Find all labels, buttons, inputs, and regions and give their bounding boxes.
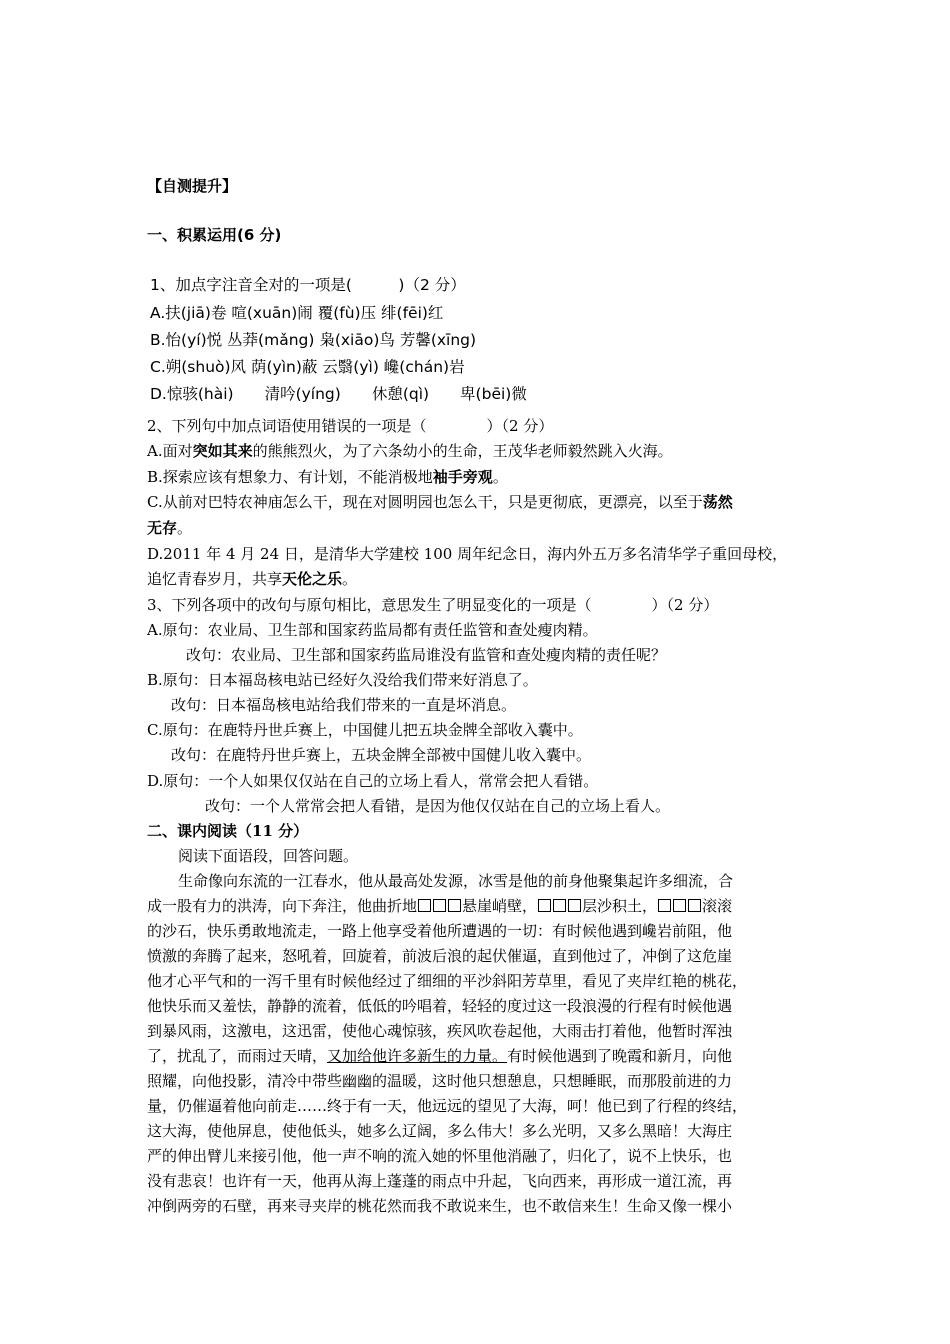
passage-line: 到暴风雨，这激电，这迅雷，使他心魂惊骇，疾风吹卷起他，大雨击打着他，他暂时浑浊: [147, 1022, 733, 1040]
passage-line: 生命像向东流的一江春水，他从最高处发源，冰雪是他的前身他聚集起许多细流，合: [178, 872, 734, 890]
q1-option-a: A.扶(jiā)卷 喧(xuān)闹 覆(fù)压 绯(fēi)红: [150, 304, 444, 322]
q3-d-revised: 改句：一个人常常会把人看错，是因为他仅仅站在自己的立场上看人。: [205, 797, 671, 815]
dotted-phrase: 荡然: [702, 493, 733, 511]
q3-c-original: C.原句：在鹿特丹世乒赛上，中国健儿把五块金牌全部收入囊中。: [147, 721, 583, 739]
passage-line: 严的伸出臂儿来接引他，他一声不响的流入她的怀里他消融了，归化了，说不上快乐，也: [147, 1147, 733, 1165]
q1-option-d: D.惊骇(hài) 清吟(yíng) 休憩(qì) 卑(bēi)微: [150, 385, 527, 403]
q2-option-d: D.2011 年 4 月 24 日，是清华大学建校 100 周年纪念日，海内外五万多名清华学子重回母校，: [147, 545, 788, 563]
passage-line: 成一股有力的洪涛，向下奔注，他曲折地 悬崖峭壁， 层沙积土， 滚滚: [147, 897, 733, 915]
passage-line: 愤激的奔腾了起来，怒吼着，回旋着，前波后浪的起伏催逼，直到他过了，冲倒了这危崖: [147, 947, 733, 965]
q3-c-revised: 改句：在鹿特丹世乒赛上，五块金牌全部被中国健儿收入囊中。: [171, 746, 592, 764]
q2-option-c-cont: 无存。: [147, 519, 193, 537]
blank-box: [657, 897, 702, 915]
q1-option-c: C.朔(shuò)风 荫(yìn)蔽 云翳(yì) 巉(chán)岩: [150, 358, 465, 376]
passage-line: 照耀，向他投影，清冷中带些幽幽的温暖，这时他只想憩息，只想睡眠，而那股前进的力: [147, 1072, 733, 1090]
passage-line: 他快乐而又羞怯，静静的流着，低低的吟唱着，轻轻的度过这一段浪漫的行程有时候他遇: [147, 997, 733, 1015]
q3-a-revised: 改句：农业局、卫生部和国家药监局谁没有监管和查处瘦肉精的责任呢？: [186, 646, 667, 664]
q2-option-b: B.探索应该有想象力、有计划，不能消极地袖手旁观。: [147, 468, 508, 486]
blank-box: [417, 897, 462, 915]
underlined-sentence: 又加给他许多新生的力量。: [327, 1047, 508, 1065]
q1-option-b: B.怡(yí)悦 丛莽(mǎng) 枭(xiāo)鸟 芳馨(xīng): [150, 331, 477, 349]
passage-line: 这大海，使他屏息，使他低头，她多么辽阔，多么伟大！多么光明，又多么黑暗！大海庄: [147, 1122, 733, 1140]
part2-heading: 二、课内阅读（11 分）: [147, 822, 309, 840]
passage-line: 没有悲哀！也许有一天，他再从海上蓬蓬的雨点中升起，飞向西来，再形成一道江流，再: [147, 1172, 733, 1190]
reading-instruction: 阅读下面语段，回答问题。: [178, 847, 359, 865]
passage-line: 了，扰乱了，而雨过天晴，又加给他许多新生的力量。有时候他遇到了晚霞和新月，向他: [147, 1047, 733, 1065]
q3-d-original: D.原句：一个人如果仅仅站在自己的立场上看人，常常会把人看错。: [147, 772, 599, 790]
q3-b-revised: 改句：日本福岛核电站给我们带来的一直是坏消息。: [171, 696, 517, 714]
q2-option-c: C.从前对巴特农神庙怎么干，现在对圆明园也怎么干，只是更彻底，更漂亮，以至于荡然: [147, 493, 733, 511]
dotted-phrase: 袖手旁观: [432, 468, 493, 486]
q3-a-original: A.原句：农业局、卫生部和国家药监局都有责任监管和查处瘦肉精。: [147, 621, 598, 639]
q3-stem: 3、下列各项中的改句与原句相比，意思发生了明显变化的一项是（ ）（2 分）: [147, 596, 719, 614]
q3-b-original: B.原句：日本福岛核电站已经好久没给我们带来好消息了。: [147, 671, 538, 689]
q1-stem: 1、加点字注音全对的一项是( )（2 分）: [150, 276, 466, 294]
part1-heading: 一、积累运用(6 分): [147, 226, 282, 244]
blank-box: [537, 897, 582, 915]
section-title: 【自测提升】: [147, 177, 238, 195]
passage-line: 量，仍催逼着他向前走……终于有一天，他远远的望见了大海，呵！他已到了行程的终结，: [147, 1097, 748, 1115]
dotted-phrase: 突如其来: [192, 442, 253, 460]
passage-line: 的沙石，快乐勇敢地流走，一路上他享受着他所遭遇的一切：有时候他遇到巉岩前阻，他: [147, 922, 733, 940]
passage-line: 冲倒两旁的石壁，再来寻夹岸的桃花然而我不敢说来生，也不敢信来生！生命又像一棵小: [147, 1197, 733, 1215]
q2-option-d-cont: 追忆青春岁月，共享天伦之乐。: [147, 570, 358, 588]
dotted-phrase: 天伦之乐: [282, 570, 343, 588]
q2-stem: 2、下列句中加点词语使用错误的一项是（ ）（2 分）: [147, 417, 554, 435]
q2-option-a: A.面对突如其来的熊熊烈火，为了六条幼小的生命，王茂华老师毅然跳入火海。: [147, 442, 673, 460]
passage-line: 他才心平气和的一泻千里有时候他经过了细细的平沙斜阳芳草里，看见了夹岸红艳的桃花，: [147, 972, 748, 990]
